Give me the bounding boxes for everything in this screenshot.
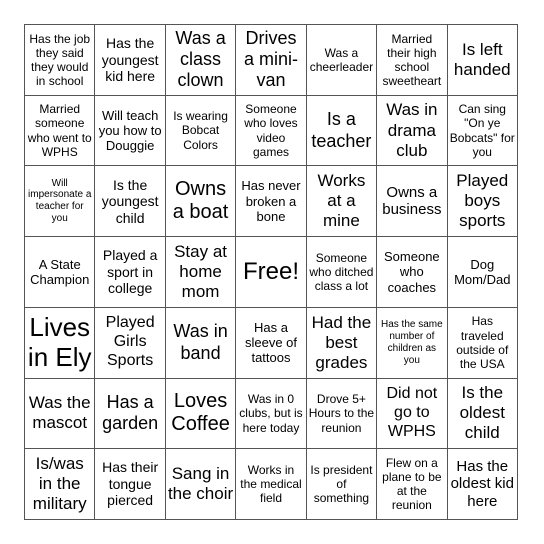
cell-text: Sang in the choir [167,464,234,504]
cell-text: Stay at home mom [174,241,228,302]
bingo-cell[interactable] [236,379,306,450]
cell-text: Was in drama club [386,100,438,160]
bingo-cell[interactable] [25,96,95,167]
bingo-cell[interactable] [95,237,165,308]
bingo-cell[interactable] [25,25,95,96]
bingo-cell[interactable] [25,166,95,237]
bingo-cell[interactable] [95,25,165,96]
cell-text: Is wearing Bobcat Colors [173,109,228,152]
cell-text: Someone who coaches [384,249,440,295]
bingo-cell[interactable] [448,25,518,96]
bingo-cell[interactable] [95,379,165,450]
cell-text: Will teach you how to Douggie [98,107,162,154]
bingo-cell[interactable] [307,308,377,379]
bingo-cell[interactable] [166,25,236,96]
bingo-cell[interactable] [166,379,236,450]
bingo-cell[interactable] [448,96,518,167]
cell-text: Can sing "On ye Bobcats" for you [449,102,515,159]
bingo-cell[interactable] [307,237,377,308]
cell-text: Is a teacher [311,109,372,151]
bingo-cell[interactable] [25,379,95,450]
cell-text: Loves Coffee [171,389,230,436]
cell-text: Had the best grades [311,312,372,372]
bingo-cell[interactable] [166,96,236,167]
bingo-cell[interactable] [377,25,447,96]
bingo-cell[interactable] [307,379,377,450]
bingo-cell[interactable] [307,166,377,237]
cell-text: Played Girls Sports [105,314,155,370]
cell-text: A State Champion [30,256,90,287]
bingo-cell[interactable] [25,237,95,308]
bingo-cell[interactable] [377,166,447,237]
cell-text: Dog Mom/Dad [454,256,511,287]
bingo-cell[interactable] [377,308,447,379]
bingo-cell[interactable] [95,166,165,237]
cell-text: Was a class clown [175,28,226,91]
bingo-cell[interactable] [236,166,306,237]
bingo-cell[interactable] [448,449,518,520]
bingo-cell[interactable] [236,25,306,96]
bingo-cell[interactable] [377,237,447,308]
cell-text: Was in band [173,321,228,363]
cell-text: Married someone who went to WPHS [27,102,92,159]
cell-text: Has a garden [102,392,159,434]
bingo-cell[interactable] [377,449,447,520]
cell-text: Lives in Ely [27,311,92,372]
bingo-cell[interactable] [307,96,377,167]
cell-text: Married their high school sweetheart [382,31,442,88]
cell-text: Is/was in the military [32,454,87,514]
bingo-cell[interactable] [377,96,447,167]
cell-text: Has never broken a bone [241,178,301,224]
bingo-cell[interactable] [25,308,95,379]
bingo-cell[interactable] [448,379,518,450]
bingo-cell[interactable] [377,379,447,450]
cell-text: Has the oldest kid here [450,457,514,510]
cell-text: Is president of something [310,462,373,506]
cell-text: Is the youngest child [101,176,159,226]
bingo-cell[interactable] [236,96,306,167]
bingo-cell[interactable] [166,166,236,237]
cell-text: Was a cheerleader [309,45,374,74]
cell-text: Flew on a plane to be at the reunion [382,455,442,513]
cell-text: Has the same number of children as you [381,319,443,366]
cell-text: Played boys sports [456,171,509,231]
cell-text: Is left handed [453,39,511,79]
bingo-cell[interactable] [95,96,165,167]
cell-text: Drives a mini-van [243,28,298,91]
cell-text: Has a sleeve of tattoos [244,319,298,366]
cell-text: Is the oldest child [459,383,505,443]
bingo-cell[interactable] [166,237,236,308]
cell-text: Has traveled outside of the USA [456,314,509,371]
bingo-cell[interactable] [95,308,165,379]
cell-text: Free! [242,257,299,285]
bingo-cell[interactable] [307,449,377,520]
cell-text: Will impersonate a teacher for you [28,177,92,225]
cell-text: Works in the medical field [240,462,302,506]
cell-text: Owns a business [382,183,442,219]
bingo-board [24,24,518,520]
bingo-cell[interactable] [448,166,518,237]
bingo-cell[interactable] [95,449,165,520]
cell-text: Was the mascot [28,393,91,433]
cell-text: Was in 0 clubs, but is here today [239,392,303,435]
cell-text: Has the youngest kid here [101,35,159,85]
cell-text: Someone who ditched class a lot [309,250,374,294]
cell-text: Drove 5+ Hours to the reunion [308,392,375,435]
bingo-cell[interactable] [448,237,518,308]
cell-text: Owns a boat [172,177,229,224]
bingo-cell[interactable] [307,25,377,96]
cell-text: Works at a mine [317,171,366,231]
bingo-cell[interactable] [236,308,306,379]
cell-text: Has the job they said they would in school [29,31,91,88]
bingo-cell[interactable] [236,449,306,520]
cell-text: Played a sport in college [102,247,158,297]
cell-text: Did not go to WPHS [386,385,438,440]
free-space[interactable] [236,237,306,308]
cell-text: Someone who loves video games [244,102,298,159]
bingo-cell[interactable] [25,449,95,520]
bingo-cell[interactable] [448,308,518,379]
bingo-cell[interactable] [166,308,236,379]
bingo-cell[interactable] [166,449,236,520]
cell-text: Has their tongue pierced [102,459,159,509]
